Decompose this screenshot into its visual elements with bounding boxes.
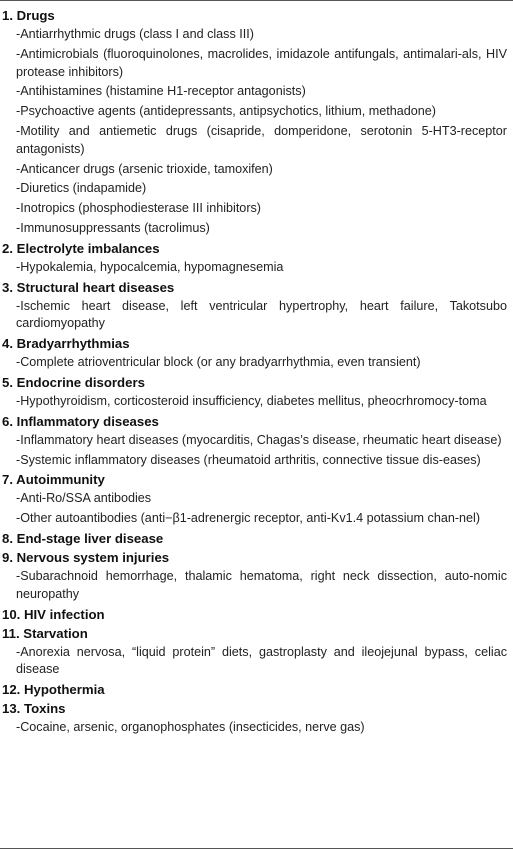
category-section — [2, 7, 513, 238]
category-item: -Inflammatory heart diseases (myocarditis, Chagas’s disease, rheumatic heart disease) — [16, 432, 502, 447]
category-title: 2. Electrolyte imbalances — [2, 240, 160, 256]
category-section — [2, 530, 513, 548]
category-item: -Antiarrhythmic drugs (class I and class III) — [16, 27, 254, 41]
category-section — [2, 625, 513, 680]
category-item: -Psychoactive agents (antidepressants, antipsychotics, lithium, methadone) — [16, 104, 437, 119]
category-item: -Immunosuppressants (tacrolimus) — [16, 220, 210, 235]
category-item: -Diuretics (indapamide) — [16, 181, 147, 196]
category-title: 8. End-stage liver disease — [2, 530, 164, 546]
category-item: -Subarachnoid hemorrhage, thalamic hematoma, right neck dissection, auto-nomic neuropathy — [16, 568, 507, 601]
category-title: 7. Autoimmunity — [2, 472, 105, 488]
category-title: 11. Starvation — [2, 625, 88, 641]
category-title: 12. Hypothermia — [2, 682, 105, 698]
category-item: -Motility and antiemetic drugs (cisapride, domperidone, serotonin 5-HT3-receptor antagonists) — [16, 123, 507, 156]
category-item: -Anorexia nervosa, “liquid protein” diets, gastroplasty and ileojejunal bypass, celiac disease — [16, 644, 507, 677]
category-section — [2, 681, 513, 699]
category-section — [2, 606, 513, 624]
category-section — [2, 335, 513, 372]
category-title: 5. Endocrine disorders — [2, 374, 145, 390]
category-section — [2, 700, 513, 737]
category-list — [2, 7, 513, 737]
category-item: -Hypokalemia, hypocalcemia, hypomagnesemia — [16, 259, 284, 274]
category-title: 10. HIV infection — [2, 606, 105, 622]
category-item: -Cocaine, arsenic, organophosphates (insecticides, nerve gas) — [16, 720, 365, 735]
category-item: -Systemic inflammatory diseases (rheumatoid arthritis, connective tissue dis-eases) — [16, 452, 481, 467]
category-item: -Antimicrobials (fluoroquinolones, macrolides, imidazole antifungals, antimalari-als, HIV protease inhibitors) — [16, 46, 507, 79]
category-title: 9. Nervous system injuries — [2, 549, 170, 565]
category-title: 6. Inflammatory diseases — [2, 413, 159, 429]
category-item: -Other autoantibodies (anti−β1-adrenergic receptor, anti-Kv1.4 potassium chan-nel) — [16, 511, 481, 526]
category-section — [2, 279, 513, 334]
category-item: -Antihistamines (histamine H1-receptor antagonists) — [16, 84, 306, 99]
category-title: 4. Bradyarrhythmias — [2, 336, 130, 352]
category-title: 13. Toxins — [2, 701, 66, 717]
category-section — [2, 374, 513, 411]
category-section — [2, 471, 513, 528]
category-section — [2, 549, 513, 604]
category-title: 1. Drugs — [2, 8, 55, 23]
category-item: -Ischemic heart disease, left ventricular hypertrophy, heart failure, Takotsubo cardiomyopathy — [16, 298, 507, 331]
category-section — [2, 240, 513, 277]
category-item: -Anticancer drugs (arsenic trioxide, tamoxifen) — [16, 161, 273, 176]
category-title: 3. Structural heart diseases — [2, 279, 175, 295]
category-item: -Hypothyroidism, corticosteroid insufficiency, diabetes mellitus, pheocrhromocy-toma — [16, 393, 487, 408]
category-item: -Inotropics (phosphodiesterase III inhibitors) — [16, 201, 262, 216]
category-section — [2, 413, 513, 470]
category-item: -Anti-Ro/SSA antibodies — [16, 491, 152, 506]
category-item: -Complete atrioventricular block (or any bradyarrhythmia, even transient) — [16, 355, 421, 370]
